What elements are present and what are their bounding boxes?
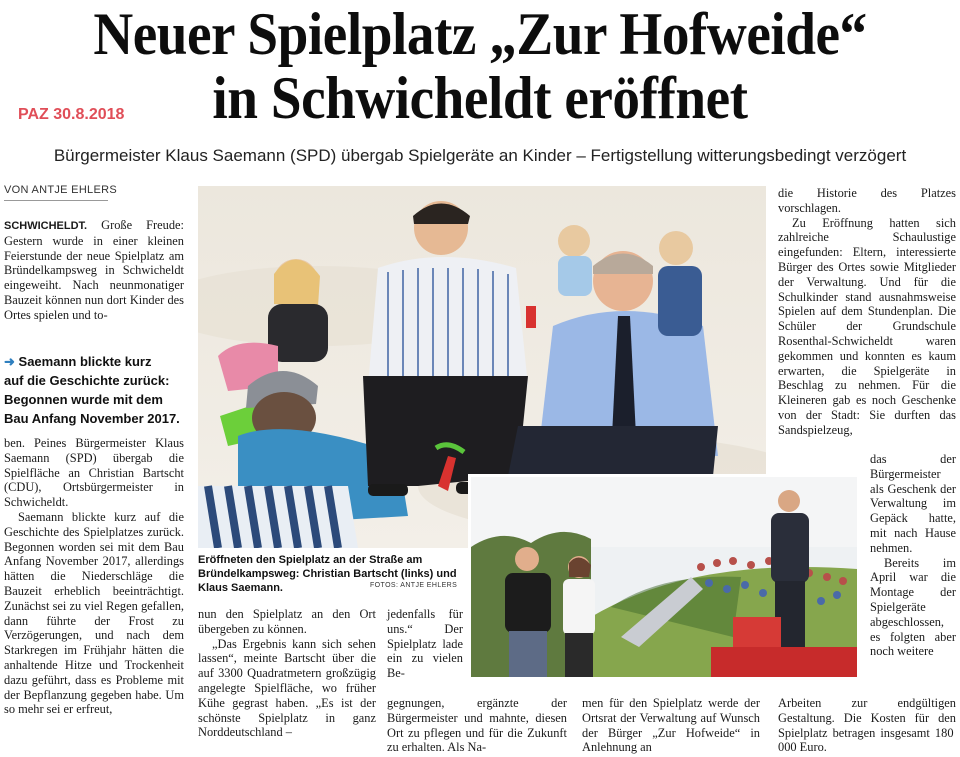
column-2-body <box>198 607 376 740</box>
paragraph: Bereits im April war die Montage der Spielgeräte abgeschlossen, es folgten aber noch weitere <box>870 555 956 659</box>
byline: VON ANTJE EHLERS <box>4 184 117 196</box>
pull-quote-line-1: Saemann blickte kurz <box>18 354 152 369</box>
source-label: PAZ 30.8.2018 <box>18 106 125 123</box>
pull-quote-line-4: Bau Anfang November 2017. <box>4 411 180 426</box>
pull-quote-line-2: auf die Geschichte zurück: <box>4 373 170 388</box>
paragraph: Saemann blickte kurz auf die Geschichte des Spielplatzes zurück. Begonnen worden sei mit dem Bau Anfang November 2017, allerdings hätten die Niederschläge die Bauzeit erheblich beeinträchtigt. Zunächst sei zu viel Regen gefallen, dann führte der Frost zu Verzögerungen, und nach dem Starkregen im Frühjahr hätten die anhaltende Hitze und Trockenheit dazu geführt, dass es Probleme mit der Bepflanzung gegeben habe. Um so mehr sei er erfreut, <box>4 509 184 717</box>
headline-line-2: in Schwicheldt eröffnet <box>212 65 748 131</box>
column-3-body: gegnungen, ergänzte der Bürgermeister und mahnte, diesen Ort zu pflegen und für die Zukunft zu erhalten. Als Na- <box>387 696 567 755</box>
pull-quote-line-3: Begonnen wurde mit dem <box>4 392 163 407</box>
dateline: SCHWICHELDT. <box>4 220 88 232</box>
inset-photo <box>468 474 860 680</box>
column-5-narrow <box>870 452 956 659</box>
arrow-right-icon: ➜ <box>4 354 15 369</box>
paragraph: die Historie des Platzes vorschlagen. <box>778 186 956 215</box>
lead-paragraph <box>4 218 184 323</box>
subheadline: Bürgermeister Klaus Saemann (SPD) übergab Spielgeräte an Kinder – Fertigstellung witterungsbedingt verzögert <box>53 146 907 165</box>
inset-photo-image <box>471 477 857 677</box>
pull-quote <box>4 352 184 428</box>
paragraph: Zu Eröffnung hatten sich zahlreiche Schaulustige eingefunden: Eltern, interessierte Bürger des Ortes sowie Mitglieder der Verwaltung. Und für die Schulkinder stand ausnahmsweise Spielen auf dem Stundenplan. Die Schüler der Grundschule Rosenthal-Schwicheldt waren gekommen und konnten es kaum erwarten, die Spielgeräte in Beschlag zu nehmen. Für die Kleineren gab es noch Geschenke von der Stadt: Sie durften das Sandspielzeug, <box>778 215 956 437</box>
headline-line-1: Neuer Spielplatz „Zur Hofweide“ <box>93 1 867 67</box>
column-5-body <box>778 186 956 438</box>
column-4-body: men für den Spielplatz werde der Ortsrat der Verwaltung auf Wunsch der Bürger „Zur Hofweide“ in Anlehnung an <box>582 696 760 755</box>
photo-credit: FOTOS: ANTJE EHLERS <box>370 582 458 589</box>
column-3-narrow: jedenfalls für uns.“ Der Spielplatz lade ein zu vielen Be- <box>387 607 463 681</box>
lead-text: Große Freude: Gestern wurde in einer kleinen Feierstunde der neue Spielplatz am Bründelkampsweg in Schwicheldt eingeweiht. Nach neunmonatiger Bauzeit können nun dort Kinder des Ortes spielen und to- <box>4 218 184 322</box>
paragraph: das der Bürgermeister als Geschenk der Verwaltung im Gepäck hatte, mit nach Hause nehmen. <box>870 452 956 555</box>
column-5-end: Arbeiten zur endgültigen Gestaltung. Die Kosten für den Spielplatz betragen insgesamt 180 000 Euro. <box>778 696 956 755</box>
photo-caption: Eröffneten den Spielplatz an der Straße am Bründelkampsweg: Christian Bartscht (links) und Klaus Saemann. <box>198 554 457 594</box>
paragraph: „Das Ergebnis kann sich sehen lassen“, meinte Bartscht über die auf 3300 Quadratmetern großzügig angelegte Spielfläche, wo früher Kühe gegrast haben. „Es ist der schönste Spielplatz in ganz Norddeutschland – <box>198 636 376 740</box>
byline-rule <box>4 200 108 201</box>
column-1-body <box>4 436 184 717</box>
paragraph: nun den Spielplatz an den Ort übergeben zu können. <box>198 607 376 636</box>
paragraph: ben. Peines Bürgermeister Klaus Saemann (SPD) übergab die Spielfläche an Christian Bartscht (CDU), Ortsbürgermeister in Schwicheldt. <box>4 436 184 510</box>
